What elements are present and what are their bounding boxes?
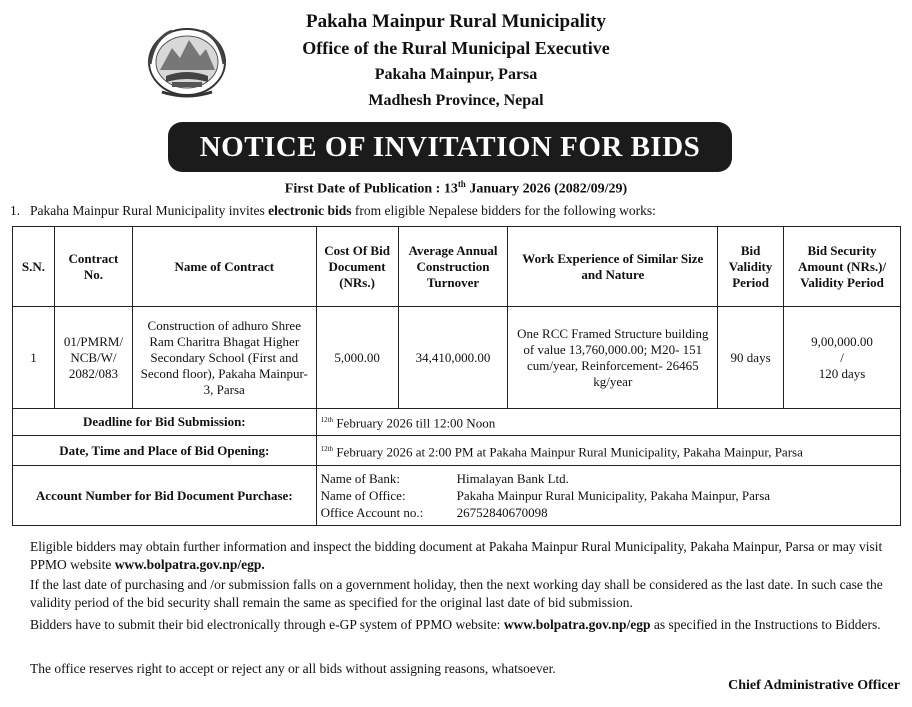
- note-5: The office reserves right to accept or reject any or all bids without assigning reasons, whatsoever.: [30, 661, 556, 676]
- bank-value: Himalayan Bank Ltd.: [456, 471, 569, 486]
- office-address: Pakaha Mainpur, Parsa: [374, 66, 538, 83]
- account-no-value: 26752840670098: [456, 505, 548, 520]
- cell-security: [784, 307, 901, 409]
- cell-validity: 90 days: [718, 307, 784, 409]
- deadline-value: $^{12th}$ February 2026 till 12:00 Noon: [316, 409, 900, 436]
- header-contract-no: Contract No.: [54, 227, 132, 307]
- signoff: Chief Administrative Officer: [728, 678, 900, 693]
- note-3: If the last date of purchasing and /or submission falls on a government holiday, then the next working day shall be considered as the last date. In such case the validity period of the bid security shall remain the same as specified for the original last date of bid submission.: [30, 577, 883, 610]
- note-2: Eligible bidders may obtain further information and inspect the bidding document at Pakaha Mainpur Rural Municipality, Pakaha Mainpur, Parsa or may visit PPMO website www.bolpatra.gov.np/egp.: [30, 539, 883, 572]
- bid-opening-label: Date, Time and Place of Bid Opening:: [13, 436, 317, 466]
- note-4: Bidders have to submit their bid electronically through e-GP system of PPMO website: www.bolpatra.gov.np/egp as specified in the Instructions to Bidders.: [30, 617, 881, 632]
- account-details: [316, 466, 900, 526]
- bid-details-table: [12, 226, 901, 526]
- table-row: [13, 307, 901, 409]
- bid-opening-row: [13, 436, 901, 466]
- deadline-row: [13, 409, 901, 436]
- security-amount: 9,00,000.00: [811, 333, 873, 349]
- account-no-label: Office Account no.:: [320, 505, 424, 520]
- account-row: [13, 466, 901, 526]
- cell-experience: One RCC Framed Structure building of value 13,760,000.00; M20- 151 cum/year, Reinforcement- 26465 kg/year: [508, 307, 718, 409]
- municipality-name: Pakaha Mainpur Rural Municipality: [305, 11, 606, 32]
- cell-sn: 1: [13, 307, 55, 409]
- cell-cost: 5,000.00: [316, 307, 398, 409]
- publication-date: First Date of Publication : 13th January 2026 (2082/09/29): [284, 179, 628, 197]
- bank-label: Name of Bank:: [320, 471, 401, 486]
- notice-title-banner: NOTICE OF INVITATION FOR BIDS: [168, 122, 732, 172]
- intro-paragraph: 1. Pakaha Mainpur Rural Municipality invites electronic bids from eligible Nepalese bidders for the following works:: [10, 203, 656, 218]
- egp-link[interactable]: www.bolpatra.gov.np/egp: [503, 617, 651, 632]
- cell-turnover: 34,410,000.00: [398, 307, 508, 409]
- office-label: Name of Office:: [320, 488, 406, 503]
- header-cost: Cost Of Bid Document (NRs.): [316, 227, 398, 307]
- security-period: 120 days: [818, 365, 866, 381]
- security-separator: /: [840, 349, 844, 365]
- notice-header: [0, 8, 912, 114]
- deadline-label: Deadline for Bid Submission:: [13, 409, 317, 436]
- ppmo-link[interactable]: www.bolpatra.gov.np/egp.: [114, 557, 265, 572]
- account-label: Account Number for Bid Document Purchase:: [13, 466, 317, 526]
- bid-opening-value: $^{12th}$ February 2026 at 2:00 PM at Pakaha Mainpur Rural Municipality, Pakaha Mainpur, Parsa: [316, 436, 900, 466]
- nepal-emblem-icon: [142, 22, 232, 100]
- header-experience: Work Experience of Similar Size and Nature: [508, 227, 718, 307]
- table-header-row: [13, 227, 901, 307]
- cell-contract-name: Construction of adhuro Shree Ram Charitra Bhagat Higher Secondary School (First and Second floor), Pakaha Mainpur-3, Parsa: [132, 307, 316, 409]
- header-validity: Bid Validity Period: [718, 227, 784, 307]
- office-name: Office of the Rural Municipal Executive: [302, 38, 610, 58]
- office-value: Pakaha Mainpur Rural Municipality, Pakaha Mainpur, Parsa: [456, 488, 771, 503]
- cell-contract-no: 01/PMRM/ NCB/W/ 2082/083: [54, 307, 132, 409]
- header-contract-name: Name of Contract: [132, 227, 316, 307]
- header-security: Bid Security Amount (NRs.)/ Validity Period: [784, 227, 901, 307]
- header-sn: S.N.: [13, 227, 55, 307]
- province-country: Madhesh Province, Nepal: [368, 92, 544, 109]
- header-turnover: Average Annual Construction Turnover: [398, 227, 508, 307]
